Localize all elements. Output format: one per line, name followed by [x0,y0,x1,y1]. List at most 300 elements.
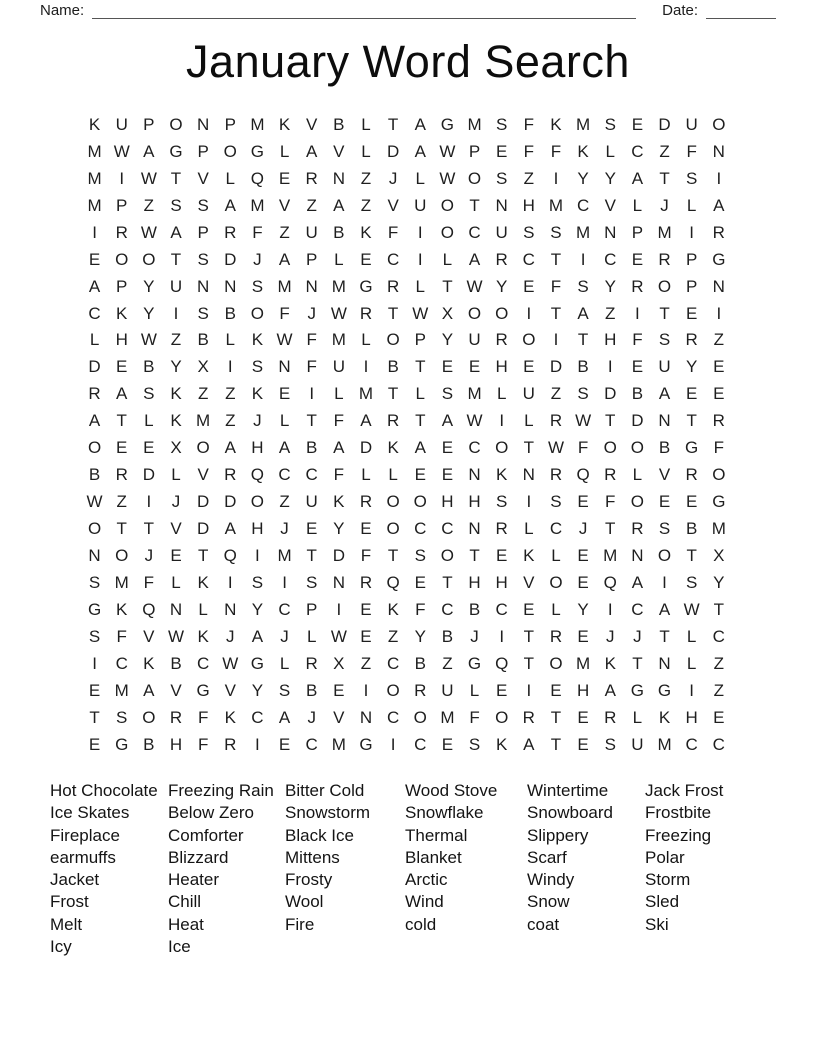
grid-letter: N [495,195,508,215]
grid-letter: U [169,276,183,296]
grid-letter: C [495,599,508,619]
grid-letter: W [412,303,429,323]
word-item: Slippery [527,825,589,845]
grid-letter: R [224,465,237,485]
grid-letter: T [143,519,155,539]
word-item: Mittens [285,847,340,867]
grid-letter: U [468,330,481,350]
grid-letter: K [387,438,399,458]
grid-letter: S [251,276,264,296]
word-item: Thermal [405,825,468,845]
grid-letter: K [170,411,182,431]
grid-letter: N [712,141,725,161]
grid-letter: S [143,384,155,404]
grid-letter: S [550,222,562,242]
grid-letter: D [88,357,101,377]
grid-letter: E [631,114,644,134]
grid-letter: I [553,168,559,188]
grid-letter: C [305,465,318,485]
grid-letter: D [631,411,644,431]
word-item: Ski [645,914,669,934]
grid-letter: S [468,734,481,754]
grid-letter: T [197,545,209,565]
grid-letter: A [251,626,264,646]
grid-letter: O [223,141,237,161]
grid-letter: R [604,465,617,485]
grid-letter: Z [279,492,290,512]
grid-letter: O [603,438,617,458]
grid-letter: Z [306,195,317,215]
grid-letter: D [604,384,617,404]
word-item: Hot Chocolate [50,781,158,800]
grid-letter: L [469,680,480,700]
grid-letter: R [604,707,617,727]
grid-letter: R [386,411,400,431]
grid-letter: D [224,249,237,269]
word-item: Scarf [527,847,567,867]
grid-letter: R [359,303,373,323]
grid-letter: E [658,492,671,512]
grid-letter: M [603,545,618,565]
grid-letter: W [276,330,293,350]
name-blank-line [92,3,636,19]
grid-letter: O [549,653,563,673]
grid-letter: L [225,330,235,350]
grid-letter: O [87,519,102,539]
grid-letter: O [549,572,563,592]
grid-letter: I [92,222,97,242]
grid-letter: M [576,114,591,134]
grid-letter: F [116,626,127,646]
grid-letter: O [630,438,644,458]
grid-letter: W [140,330,157,350]
grid-letter: H [495,572,508,592]
grid-letter: O [495,438,509,458]
word-item: coat [527,914,560,934]
grid-letter: T [577,330,589,350]
grid-letter: K [550,114,562,134]
grid-letter: H [522,195,535,215]
grid-letter: I [309,384,315,404]
word-item: Chill [168,892,202,912]
grid-letter: J [226,626,235,646]
grid-letter: B [143,357,155,377]
grid-letter: H [251,438,264,458]
word-item: Melt [50,914,83,934]
grid-letter: Z [197,384,209,404]
grid-letter: E [360,249,372,269]
word-item: Blizzard [168,847,229,867]
grid-letter: W [330,626,347,646]
grid-letter: C [278,599,291,619]
grid-letter: W [86,492,103,512]
grid-letter: V [604,195,616,215]
grid-letter: I [499,626,505,646]
grid-letter: F [577,438,589,458]
grid-letter: B [658,438,671,458]
grid-letter: S [658,330,671,350]
grid-letter: B [631,384,644,404]
grid-letter: A [360,411,372,431]
grid-letter: P [468,141,481,161]
grid-letter: A [224,438,236,458]
grid-letter: O [630,492,644,512]
grid-letter: M [331,734,346,754]
grid-letter: F [197,707,209,727]
grid-letter: N [224,599,237,619]
word-item: Snow [527,892,570,912]
grid-letter: I [662,572,667,592]
header-row [40,0,776,20]
grid-letter: K [170,384,182,404]
grid-letter: J [171,492,181,512]
grid-letter: R [224,222,237,242]
grid-letter: S [496,492,508,512]
grid-letter: L [524,519,534,539]
grid-letter: D [224,492,237,512]
grid-letter: J [253,249,262,269]
grid-letter: L [524,411,534,431]
word-item: cold [405,914,437,934]
grid-letter: S [685,572,698,592]
word-item: Freezing [645,825,712,845]
grid-letter: J [144,545,154,565]
grid-letter: K [116,303,128,323]
grid-letter: X [441,303,454,323]
grid-letter: Y [441,330,454,350]
grid-letter: A [631,572,644,592]
grid-letter: V [170,680,182,700]
grid-letter: P [116,276,128,296]
grid-letter: P [685,249,698,269]
grid-letter: F [469,707,480,727]
grid-letter: O [495,707,509,727]
grid-letter: Y [577,168,589,188]
grid-letter: J [280,626,289,646]
grid-letter: T [387,545,399,565]
grid-letter: K [197,572,209,592]
grid-letter: C [441,519,454,539]
grid-letter: F [306,357,317,377]
grid-letter: D [196,519,210,539]
grid-letter: B [143,734,155,754]
grid-letter: E [143,438,155,458]
grid-letter: T [387,114,399,134]
grid-letter: C [88,303,101,323]
grid-letter: E [278,384,291,404]
grid-letter: L [144,411,154,431]
grid-letter: L [171,572,181,592]
grid-letter: Y [170,357,182,377]
grid-letter: I [255,545,260,565]
grid-letter: I [227,572,233,592]
grid-letter: K [577,141,589,161]
grid-letter: N [712,276,725,296]
grid-letter: E [116,438,128,458]
grid-letter: T [442,276,453,296]
grid-letter: X [333,653,345,673]
grid-letter: L [551,599,561,619]
grid-letter: E [116,357,128,377]
grid-letter: F [197,734,209,754]
grid-letter: L [225,168,235,188]
grid-letter: A [414,438,426,458]
grid-letter: Z [225,411,236,431]
grid-letter: T [659,168,670,188]
grid-letter: C [522,249,535,269]
grid-letter: U [305,222,318,242]
grid-letter: B [441,626,454,646]
grid-letter: R [712,222,725,242]
grid-letter: S [523,222,535,242]
grid-letter: U [332,357,345,377]
grid-letter: A [414,114,426,134]
grid-letter: O [250,492,265,512]
grid-letter: F [632,330,643,350]
grid-letter: A [278,249,291,269]
grid-letter: L [605,141,615,161]
grid-letter: I [417,249,423,269]
grid-letter: E [88,734,101,754]
grid-letter: Q [223,545,237,565]
grid-letter: C [115,653,128,673]
grid-letter: Y [143,276,155,296]
grid-letter: E [333,680,345,700]
grid-letter: M [87,195,102,215]
grid-letter: U [631,734,644,754]
grid-letter: C [414,519,427,539]
grid-letter: D [359,438,373,458]
grid-letter: L [632,465,643,485]
grid-letter: E [631,249,644,269]
grid-letter: I [363,680,369,700]
grid-letter: L [279,141,290,161]
word-item: Ice [168,937,191,957]
grid-letter: T [306,545,317,565]
grid-letter: M [114,680,129,700]
grid-letter: W [683,599,700,619]
grid-letter: I [607,599,613,619]
grid-letter: L [388,465,398,485]
grid-letter: Z [116,492,127,512]
grid-letter: B [306,680,318,700]
grid-letter: R [549,626,563,646]
grid-letter: R [712,411,725,431]
grid-letter: C [712,626,725,646]
grid-letter: I [146,492,152,512]
grid-letter: N [305,276,318,296]
grid-letter: Q [250,168,265,188]
grid-letter: I [689,222,695,242]
grid-letter: E [577,707,589,727]
grid-letter: E [414,572,426,592]
grid-letter: N [468,519,481,539]
grid-letter: S [170,195,182,215]
grid-letter: E [713,384,725,404]
grid-letter: G [712,492,726,512]
grid-letter: E [441,734,454,754]
grid-letter: E [685,492,698,512]
grid-letter: E [577,572,589,592]
grid-letter: B [685,519,698,539]
grid-letter: I [336,599,342,619]
grid-letter: F [605,492,616,512]
grid-letter: O [115,545,129,565]
word-item: Heater [168,870,220,890]
grid-letter: D [142,465,155,485]
word-item: Storm [645,870,691,890]
grid-letter: F [713,438,724,458]
grid-letter: I [607,357,613,377]
grid-letter: V [387,195,399,215]
grid-letter: M [576,222,591,242]
grid-letter: C [278,465,291,485]
grid-letter: O [712,114,726,134]
grid-letter: L [632,195,643,215]
grid-letter: A [441,411,454,431]
grid-letter: A [604,680,616,700]
grid-letter: U [115,114,128,134]
grid-letter: H [169,734,183,754]
grid-letter: R [224,734,237,754]
grid-letter: C [604,249,617,269]
grid-letter: S [88,626,101,646]
grid-letter: G [359,276,373,296]
grid-letter: N [224,276,237,296]
grid-letter: O [440,545,455,565]
grid-letter: J [578,519,588,539]
grid-letter: E [631,357,644,377]
grid-letter: E [577,734,589,754]
grid-letter: X [170,438,182,458]
grid-letter: R [414,680,427,700]
grid-letter: Z [550,384,562,404]
grid-letter: V [333,141,345,161]
grid-letter: L [415,384,425,404]
word-item: Snowboard [527,803,614,823]
grid-letter: H [576,680,590,700]
grid-letter: O [386,330,400,350]
grid-letter: O [115,249,129,269]
grid-letter: Z [523,168,535,188]
grid-letter: P [116,195,128,215]
grid-letter: X [197,357,209,377]
grid-letter: W [547,438,564,458]
grid-letter: S [685,168,698,188]
grid-letter: F [306,330,317,350]
grid-letter: A [278,707,291,727]
grid-letter: Z [387,626,399,646]
grid-letter: E [713,707,725,727]
grid-letter: E [88,680,101,700]
grid-letter: L [415,168,425,188]
grid-letter: M [277,545,292,565]
word-item: Comforter [168,825,244,845]
grid-letter: H [468,572,481,592]
grid-letter: I [227,357,233,377]
grid-letter: I [390,734,396,754]
grid-letter: R [359,572,373,592]
grid-letter: T [550,707,562,727]
grid-letter: E [441,357,454,377]
grid-letter: I [526,680,532,700]
grid-letter: Z [605,303,616,323]
grid-letter: A [224,519,236,539]
grid-letter: T [116,411,127,431]
grid-letter: O [142,707,156,727]
grid-letter: F [686,141,697,161]
grid-letter: C [576,195,590,215]
grid-letter: W [330,303,347,323]
grid-letter: F [143,572,155,592]
grid-letter: K [116,599,128,619]
grid-letter: E [414,465,426,485]
grid-letter: H [604,330,617,350]
grid-letter: K [278,114,291,134]
grid-letter: F [387,222,399,242]
grid-letter: T [659,303,670,323]
grid-letter: N [658,411,671,431]
grid-letter: N [468,465,481,485]
grid-letter: P [143,114,155,134]
grid-letter: N [196,114,210,134]
grid-letter: R [305,168,318,188]
grid-letter: A [631,168,644,188]
grid-letter: I [119,168,125,188]
grid-letter: E [496,141,508,161]
grid-letter: K [360,222,372,242]
grid-letter: C [386,653,400,673]
grid-letter: Z [360,168,372,188]
grid-letter: T [686,411,697,431]
grid-letter: L [198,599,208,619]
grid-letter: J [307,303,316,323]
grid-letter: O [250,303,265,323]
grid-letter: L [279,411,290,431]
grid-letter: T [550,249,562,269]
grid-letter: W [466,411,483,431]
grid-letter: U [414,195,427,215]
grid-letter: B [306,438,318,458]
grid-letter: W [466,276,483,296]
grid-letter: C [386,249,400,269]
grid-letter: Q [603,572,617,592]
grid-letter: K [496,465,508,485]
grid-letter: D [386,141,400,161]
grid-letter: V [224,680,236,700]
grid-letter: E [170,545,182,565]
grid-letter: Q [250,465,265,485]
grid-letter: P [306,599,318,619]
grid-letter: F [523,114,535,134]
grid-letter: Y [143,303,155,323]
grid-letter: M [657,222,672,242]
grid-letter: L [279,653,290,673]
grid-letter: I [526,492,532,512]
grid-letter: O [440,222,455,242]
grid-letter: M [548,195,564,215]
grid-letter: C [441,599,454,619]
grid-letter: K [387,599,399,619]
grid-letter: E [306,519,318,539]
grid-letter: T [415,411,426,431]
grid-letter: S [88,572,101,592]
word-item: Wind [405,892,444,912]
grid-letter: Z [360,653,372,673]
grid-letter: A [713,195,725,215]
word-item: earmuffs [50,847,116,867]
grid-letter: B [414,653,426,673]
